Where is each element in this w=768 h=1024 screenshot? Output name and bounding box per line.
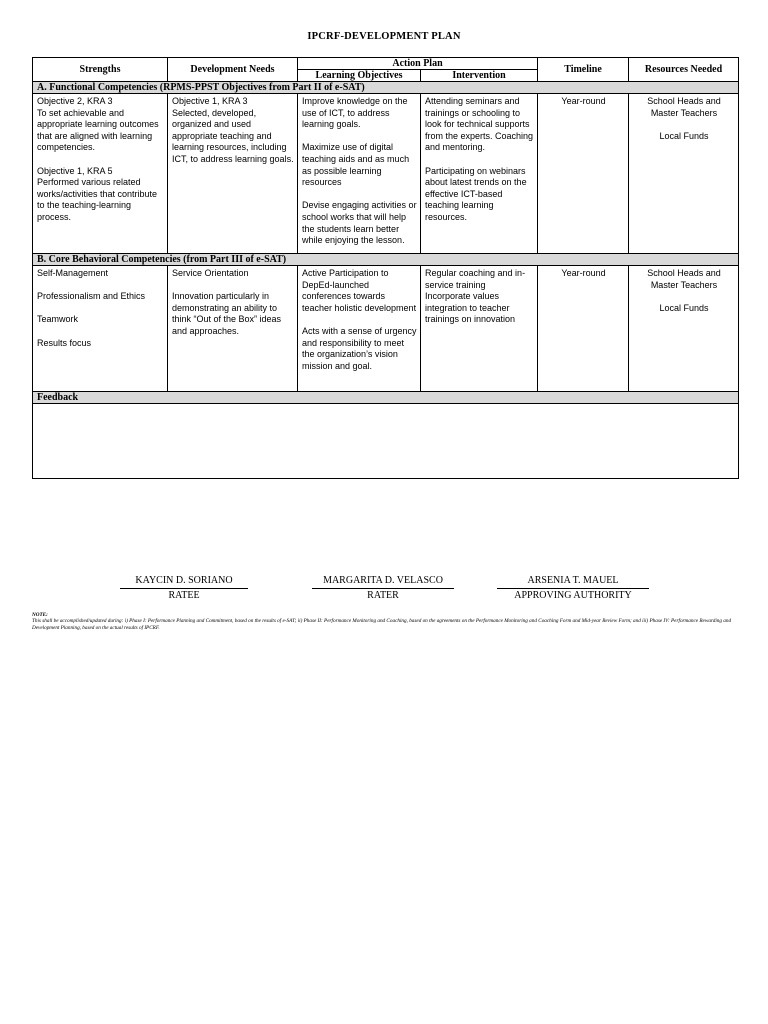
header-resources-needed: Resources Needed	[629, 58, 739, 82]
signatory-role: RATEE	[168, 590, 200, 601]
section-b-resources	[629, 266, 739, 392]
cell-paragraph: Participating on webinars about latest trends on the effective ICT-based teaching learning resources.	[425, 165, 527, 222]
cell-paragraph: Acts with a sense of urgency and responsibility to meet the organization’s vision mission and goal.	[302, 325, 417, 371]
section-b-strengths	[33, 266, 168, 392]
header-strengths: Strengths	[33, 58, 168, 82]
feedback-label: Feedback	[33, 392, 739, 404]
signatory-role: RATER	[367, 590, 399, 601]
cell-paragraph: Local Funds	[659, 130, 709, 141]
cell-paragraph: Self-Management	[37, 268, 109, 278]
cell-paragraph: Objective 2, KRA 3 To set achievable and appropriate learning outcomes that are aligned with learning competencies.	[37, 96, 159, 153]
cell-paragraph: Service Orientation	[172, 268, 249, 278]
section-b-intervention	[421, 266, 538, 392]
feedback-field[interactable]	[33, 404, 739, 479]
cell-paragraph: School Heads and Master Teachers	[647, 268, 721, 290]
section-b-learning-objectives	[298, 266, 421, 392]
cell-paragraph: Maximize use of digital teaching aids and as much as possible learning resources	[302, 142, 410, 188]
footnote	[32, 612, 738, 631]
section-b-title: B. Core Behavioral Competencies (from Part III of e-SAT)	[33, 254, 739, 266]
note-label: NOTE:	[32, 612, 48, 618]
cell-paragraph: Devise engaging activities or school works that will help the students learn better while enjoying the lesson.	[302, 200, 417, 246]
header-timeline: Timeline	[538, 58, 629, 82]
cell-paragraph: Local Funds	[659, 302, 709, 313]
cell-paragraph: Objective 1, KRA 3 Selected, developed, organized and used appropriate teaching and learning resources, including ICT, to address learning goals.	[172, 96, 294, 164]
cell-paragraph: Active Participation to DepEd-launched conferences towards teacher holistic development	[302, 268, 417, 313]
note-text: This shall be accomplished/updated during: i) Phase I: Performance Planning and Commitment, based on the results of e-SAT; ii) Phase II: Performance Monitoring and Coaching, based on the agreements on the Performance Monitoring and Coaching Form and Mid-year Review Form; and iii) Phase IV: Performance Rewarding and Development Planning, based on the actual results of IPCRF.	[32, 618, 732, 631]
signatory-name: KAYCIN D. SORIANO	[120, 575, 248, 589]
cell-paragraph: Year-round	[561, 96, 606, 106]
cell-paragraph: Regular coaching and in-service training Incorporate values integration to teacher trainings on innovation	[425, 268, 526, 325]
section-a-development-needs	[168, 94, 298, 254]
cell-paragraph: Innovation particularly in demonstrating an ability to think “Out of the Box” ideas and approaches.	[172, 291, 282, 336]
cell-paragraph: Professionalism and Ethics	[37, 291, 146, 302]
cell-paragraph: Objective 1, KRA 5 Performed various related works/activities that contribute to the teaching-learning process.	[37, 165, 158, 222]
section-a-learning-objectives	[298, 94, 421, 254]
section-a-resources	[629, 94, 739, 254]
cell-paragraph: Results focus	[37, 337, 92, 348]
header-intervention: Intervention	[421, 70, 538, 82]
signatory-approving-authority	[497, 575, 649, 602]
section-a-strengths	[33, 94, 168, 254]
section-a-timeline	[538, 94, 629, 254]
signatory-name: MARGARITA D. VELASCO	[312, 575, 454, 589]
section-a-intervention	[421, 94, 538, 254]
header-learning-objectives: Learning Objectives	[298, 70, 421, 82]
document-title: IPCRF-DEVELOPMENT PLAN	[307, 31, 461, 42]
header-development-needs: Development Needs	[168, 58, 298, 82]
signatory-rater	[312, 575, 454, 602]
cell-paragraph: Year-round	[561, 268, 606, 278]
signatory-ratee	[120, 575, 248, 602]
header-action-plan: Action Plan	[298, 58, 538, 70]
development-plan-table	[32, 57, 739, 479]
cell-paragraph: School Heads and Master Teachers	[647, 96, 721, 118]
cell-paragraph: Improve knowledge on the use of ICT, to address learning goals.	[302, 96, 408, 130]
cell-paragraph: Attending seminars and trainings or schooling to look for technical supports from the experts. Coaching and mentoring.	[425, 96, 534, 153]
section-b-development-needs	[168, 266, 298, 392]
signatory-role: APPROVING AUTHORITY	[514, 590, 632, 601]
section-a-title: A. Functional Competencies (RPMS-PPST Objectives from Part II of e-SAT)	[33, 82, 739, 94]
signatory-name: ARSENIA T. MAUEL	[497, 575, 649, 589]
cell-paragraph: Teamwork	[37, 314, 79, 325]
section-b-timeline	[538, 266, 629, 392]
